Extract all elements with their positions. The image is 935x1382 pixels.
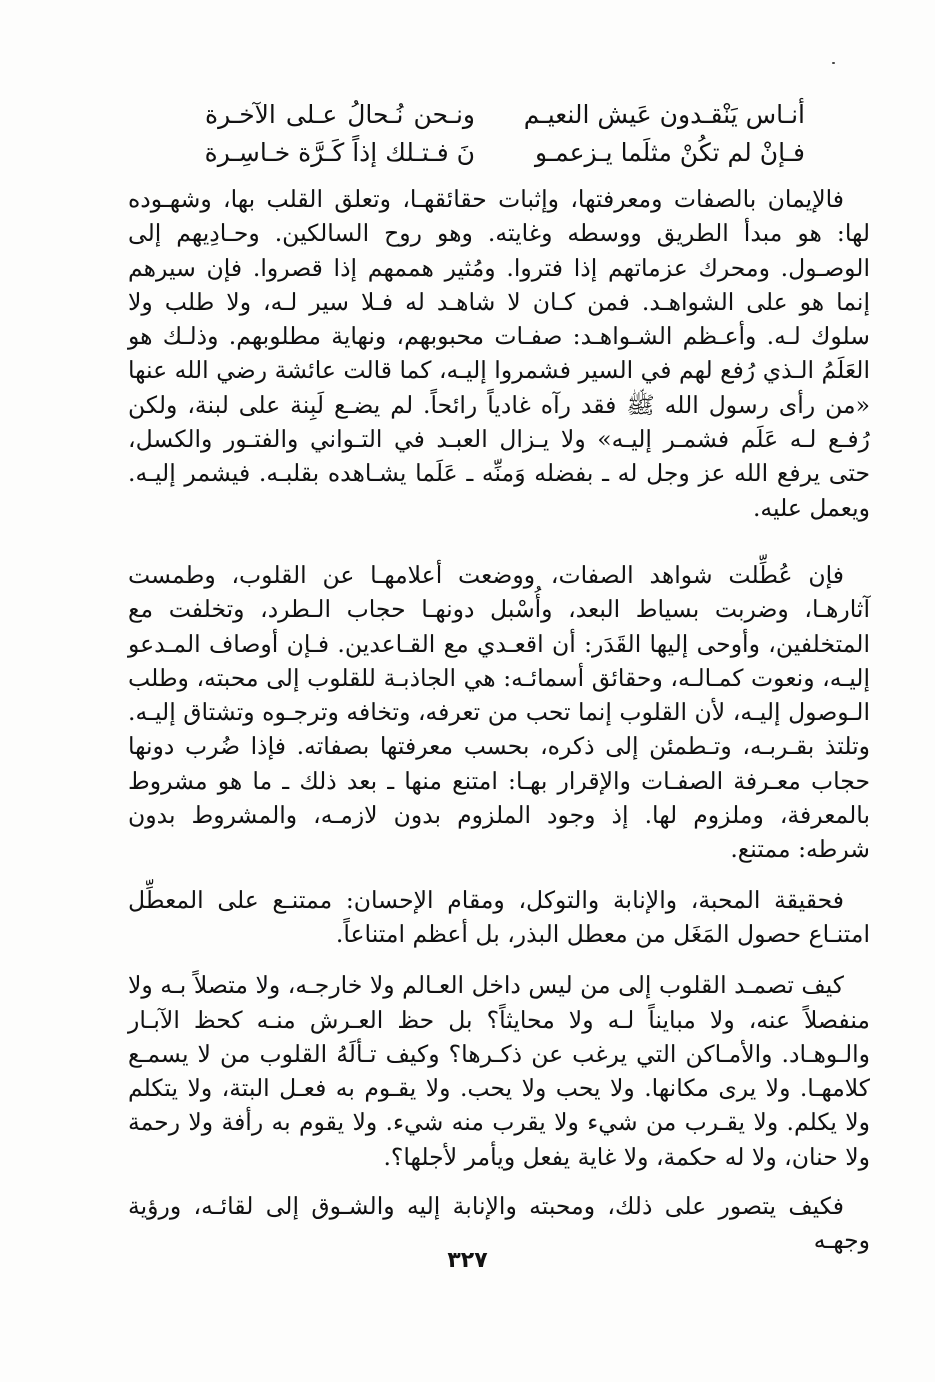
paragraph: كيف تصمـد القلوب إلى من ليس داخل العـالم ولا خارجـه، ولا متصلاً بـه ولا منفصلاً عنه، ولا مبايناً لـه ولا محايثاً؟ بل حظ العـرش منـه كحظ الآبـار والـوهـاد. والأمـاكن التي يرغب عن ذكـرها؟ وكيف تـألَهُ القلوب من لا يسمـع كلامهـا. ولا يرى مكانها. ولا يحب ولا يحب. ولا يقـوم به فعـل البتة، ولا يتكلم ولا يكلم. ولا يقـرب من شيء ولا يقرب منه شيء. ولا يقوم به رأفة ولا رحمة ولا حنان، ولا له حكمة، ولا غاية يفعل ويأمر لأجلها؟. (128, 971, 870, 1171)
poem-block (205, 96, 805, 172)
scan-speck (832, 62, 835, 64)
paragraph: فالإيمان بالصفات ومعرفتها، وإثبات حقائقهـا، وتعلق القلب بها، وشهـوده لها: هو مبدأ الطريق ووسطه وغايته. وهو روح السالكين. وحـادِيهم إلى الوصـول. ومحرك عزماتهم إذا فتروا. ومُثير هممهم إذا قصروا. فإن سيرهم إنما هو على الشواهـد. فمن كـان لا شاهـد له فـلا سير لـه، ولا طلب ولا سلوك لـه. وأعـظم الشـواهـد: صفـات محبوبهم، ونهاية مطلوبهم. وذلـك هو العَلَمُ الـذي رُفع لهم في السير فشمروا إليـه، كما قالت عائشة رضي الله عنها «من رأى رسول الله ﷺ فقد رآه غادياً رائحاً. لم يضـع لَبِنة على لبنة، ولكن رُفـع لـه عَلَم فشمـر إليـه» ولا يـزال العبـد في التـواني والفتـور والكسل، حتى يرفع الله عز وجل له ـ بفضله وَمنِّه ـ عَلَما يشـاهده بقلبـه. فيشمر إليـه. ويعمل عليه. (128, 185, 870, 522)
paragraph: فإن عُطِّلت شواهد الصفات، ووضعت أعلامهـا عن القلوب، وطمست آثارهـا، وضربت بسياط البعد، وأُسْبل دونهـا حجاب الـطرد، وتخلفت مع المتخلفين، وأوحى إليها القَدَر: أن اقعـدي مع القـاعدين. فـإن أوصاف المـدعو إليـه، ونعوت كمـالـه، وحقائق أسمائـه: هي الجاذبـة للقلوب إلى محبته، وطلب الـوصول إليـه، لأن القلوب إنما تحب من تعرفه، وتخافه وترجـوه وتشتاق إليـه. وتلتذ بقـربـه، وتـطمئن إلى ذكره، بحسب معرفتها بصفاته. فإذا ضُرب دونها حجاب معـرفة الصفـات والإقرار بهـا: امتنع منها ـ بعد ذلك ـ ما هو مشروط بالمعرفة، وملزوم لها. إذ وجود الملزوم بدون لازمـه، والمشروط بدون شرطه: ممتنع. (128, 560, 870, 864)
poem-hemistich-right: فـإنْ لم تكُنْ مثلَما يـزعمـو (534, 138, 805, 167)
body-text (128, 182, 870, 1258)
poem-line (205, 96, 805, 134)
paragraph: فحقيقة المحبة، والإنابة والتوكل، ومقام الإحسان: ممتنـع على المعطِّل امتنـاع حصول المَغَل من معطل البذر، بل أعظم امتناعاً. (128, 885, 870, 948)
page-number: ٣٢٧ (447, 1248, 488, 1273)
paragraph: فكيف يتصور على ذلك، ومحبته والإنابة إليه والشـوق إلى لقائـه، ورؤية وجهـه (128, 1192, 870, 1255)
poem-hemistich-left: نَ فـتـلك إذاً كَـرَّة خـاسِـرة (204, 138, 475, 167)
poem-hemistich-right: أنـاس يَنْقـدون عَيش النعيـم (523, 100, 805, 129)
poem-line (205, 134, 805, 172)
poem-hemistich-left: ونـحن نُـحالُ عـلى الآخـرة (205, 100, 475, 129)
